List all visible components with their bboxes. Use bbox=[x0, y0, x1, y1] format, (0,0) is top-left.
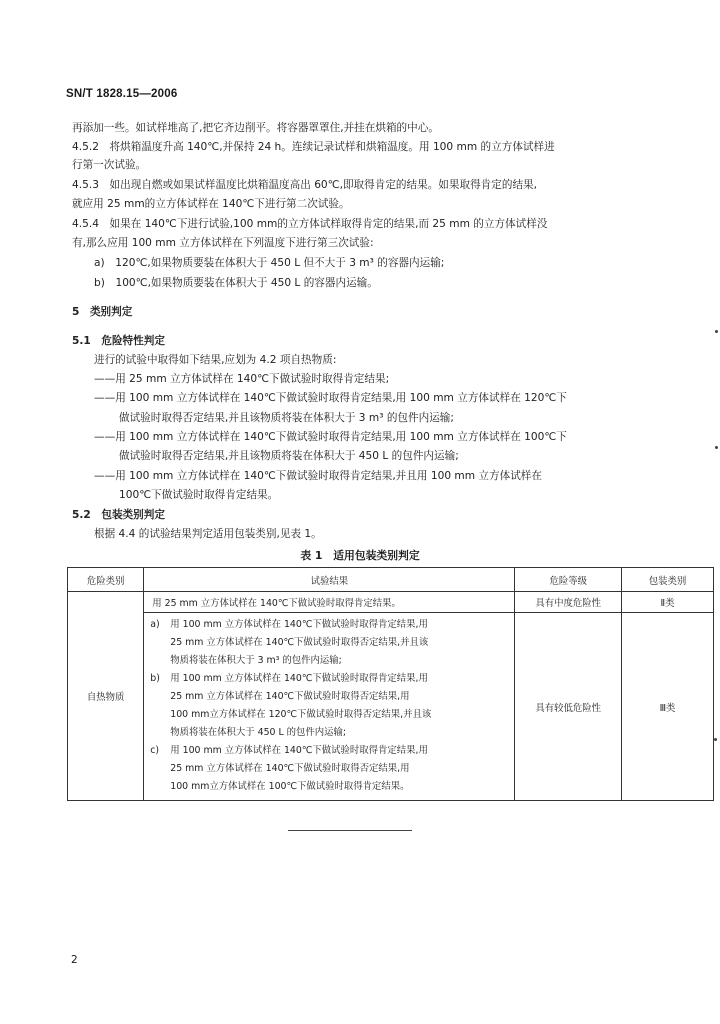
result-item-a bbox=[150, 616, 508, 670]
section-5-2-text: 根据 4.4 的试验结果判定适用包装类别,见表 1。 bbox=[94, 528, 322, 540]
item-line: 100 mm立方体试样在 100℃下做试验时取得肯定结果。 bbox=[170, 781, 410, 792]
cell-pack: Ⅲ类 bbox=[622, 613, 714, 801]
item-label: b) bbox=[150, 673, 160, 684]
cell-grade: 具有中度危险性 bbox=[515, 592, 622, 613]
header-packing-group: 包装类别 bbox=[622, 568, 714, 592]
standard-number: SN/T 1828.15—2006 bbox=[66, 88, 178, 100]
clause-4-5-2: 4.5.2 将烘箱温度升高 140℃,并保持 24 h。连续记录试样和烘箱温度。用 100 mm 的立方体试样进 bbox=[72, 141, 555, 153]
scan-speck bbox=[715, 446, 718, 449]
item-line: 25 mm 立方体试样在 140℃下做试验时取得否定结果,并且该 bbox=[170, 637, 429, 648]
clause-4-5-3: 4.5.3 如出现自燃或如果试样温度比烘箱温度高出 60℃,即取得肯定的结果。如果取得肯定的结果, bbox=[72, 179, 537, 191]
criterion-line: ——用 100 mm 立方体试样在 140℃下做试验时取得肯定结果,用 100 mm 立方体试样在 120℃下 bbox=[94, 392, 567, 404]
criterion-line: ——用 100 mm 立方体试样在 140℃下做试验时取得肯定结果,并且用 100 mm 立方体试样在 bbox=[94, 470, 542, 482]
scan-speck bbox=[714, 738, 717, 741]
table-header-row bbox=[68, 568, 714, 592]
criterion-line: 做试验时取得否定结果,并且该物质将装在体积大于 3 m³ 的包件内运输; bbox=[119, 412, 454, 424]
section-5-1-heading: 5.1 危险特性判定 bbox=[72, 335, 165, 347]
paragraph-line: 有,那么应用 100 mm 立方体试样在下列温度下进行第三次试验: bbox=[72, 237, 374, 249]
cell-grade: 具有较低危险性 bbox=[515, 613, 622, 801]
cell-result-list bbox=[144, 613, 515, 801]
header-hazard-class: 危险类别 bbox=[68, 568, 144, 592]
clause-4-5-4: 4.5.4 如果在 140℃下进行试验,100 mm的立方体试样取得肯定的结果,而 25 mm 的立方体试样没 bbox=[72, 218, 548, 230]
item-line: 用 100 mm 立方体试样在 140℃下做试验时取得肯定结果,用 bbox=[170, 673, 428, 684]
item-line: 物质将装在体积大于 3 m³ 的包件内运输; bbox=[170, 655, 342, 666]
packing-group-table bbox=[67, 567, 714, 801]
section-5-1-intro: 进行的试验中取得如下结果,应划为 4.2 项自热物质: bbox=[94, 354, 337, 366]
item-label: a) bbox=[150, 619, 160, 630]
paragraph-line: 就应用 25 mm的立方体试样在 140℃下进行第二次试验。 bbox=[72, 198, 350, 210]
header-test-result: 试验结果 bbox=[144, 568, 515, 592]
criterion-line: 100℃下做试验时取得肯定结果。 bbox=[119, 489, 279, 501]
item-line: 100 mm立方体试样在 120℃下做试验时取得否定结果,并且该 bbox=[170, 709, 432, 720]
result-item-c bbox=[150, 742, 508, 796]
list-item-a: a) 120℃,如果物质要装在体积大于 450 L 但不大于 3 m³ 的容器内运输; bbox=[94, 257, 445, 269]
page-number: 2 bbox=[71, 954, 78, 966]
table-row bbox=[68, 613, 714, 801]
list-item-b: b) 100℃,如果物质要装在体积大于 450 L 的容器内运输。 bbox=[94, 277, 378, 289]
criterion-line: ——用 100 mm 立方体试样在 140℃下做试验时取得肯定结果,用 100 mm 立方体试样在 100℃下 bbox=[94, 431, 567, 443]
header-hazard-level: 危险等级 bbox=[515, 568, 622, 592]
paragraph-line: 行第一次试验。 bbox=[72, 159, 147, 171]
section-5-heading: 5 类别判定 bbox=[72, 306, 133, 318]
cell-result: 用 25 mm 立方体试样在 140℃下做试验时取得肯定结果。 bbox=[144, 592, 515, 613]
item-line: 用 100 mm 立方体试样在 140℃下做试验时取得肯定结果,用 bbox=[170, 619, 428, 630]
table-caption: 表 1 适用包装类别判定 bbox=[300, 549, 420, 562]
item-label: c) bbox=[150, 745, 160, 756]
criterion-line: 做试验时取得否定结果,并且该物质将装在体积大于 450 L 的包件内运输; bbox=[119, 450, 459, 462]
paragraph-line: 再添加一些。如试样堆高了,把它齐边削平。将容器罩罩住,并挂在烘箱的中心。 bbox=[72, 122, 439, 134]
cell-pack: Ⅱ类 bbox=[622, 592, 714, 613]
section-5-2-heading: 5.2 包装类别判定 bbox=[72, 509, 165, 521]
result-item-b bbox=[150, 670, 508, 742]
item-line: 用 100 mm 立方体试样在 140℃下做试验时取得肯定结果,用 bbox=[170, 745, 428, 756]
item-line: 物质将装在体积大于 450 L 的包件内运输; bbox=[170, 727, 347, 738]
item-line: 25 mm 立方体试样在 140℃下做试验时取得否定结果,用 bbox=[170, 691, 410, 702]
scan-speck bbox=[715, 330, 718, 333]
table-row bbox=[68, 592, 714, 613]
end-rule bbox=[288, 830, 412, 831]
cell-category: 自热物质 bbox=[68, 592, 144, 801]
criterion-line: ——用 25 mm 立方体试样在 140℃下做试验时取得肯定结果; bbox=[94, 373, 390, 385]
item-line: 25 mm 立方体试样在 140℃下做试验时取得否定结果,用 bbox=[170, 763, 410, 774]
